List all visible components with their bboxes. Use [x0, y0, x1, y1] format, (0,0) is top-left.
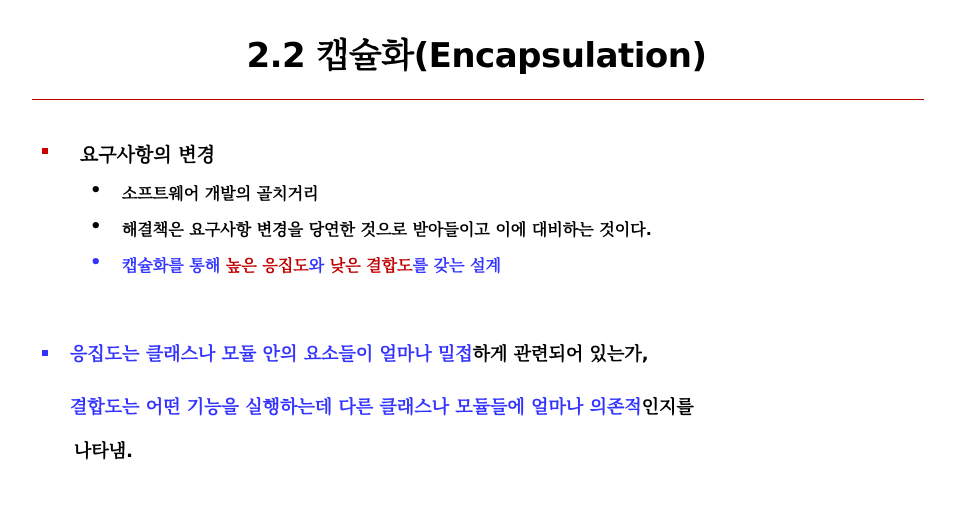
section2-line-2 — [70, 393, 694, 419]
bullet-dot-icon: • — [90, 216, 102, 237]
bullet-dot-icon: • — [90, 180, 102, 201]
section1-item-3 — [122, 253, 501, 276]
item3-low-coupling: 낮은 결합도 — [329, 256, 413, 275]
section2-line-1 — [70, 340, 649, 366]
square-bullet-icon — [42, 148, 48, 154]
section1-heading: 요구사항의 변경 — [80, 144, 216, 166]
section1-item-1: 소프트웨어 개발의 골치거리 — [122, 184, 319, 203]
line1-blue-text: 응집도는 클래스나 모듈 안의 요소들이 얼마나 밀접 — [70, 344, 473, 365]
line2-black-text: 인지를 — [641, 397, 694, 418]
item3-high-cohesion: 높은 응집도 — [225, 256, 309, 275]
square-bullet-icon — [42, 350, 48, 356]
section1-item-2: 해결책은 요구사항 변경을 당연한 것으로 받아들이고 이에 대비하는 것이다. — [122, 220, 652, 239]
bullet-dot-icon: • — [90, 252, 102, 273]
item3-text-b: 와 — [308, 256, 330, 275]
item3-text-a: 캡슐화를 통해 — [122, 256, 226, 275]
line1-black-text: 하게 관련되어 있는가, — [472, 344, 649, 365]
slide-title: 2.2 캡슐화(Encapsulation) — [246, 36, 707, 76]
title-divider — [32, 99, 924, 100]
line2-blue-text: 결합도는 어떤 기능을 실행하는데 다른 클래스나 모듈들에 얼마나 의존적 — [70, 397, 642, 418]
item3-text-c: 를 갖는 설계 — [412, 256, 502, 275]
section2-line-3: 나타냄. — [74, 441, 134, 462]
